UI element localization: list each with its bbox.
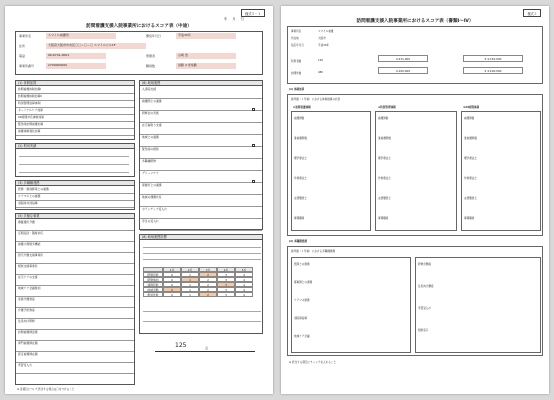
checkbox[interactable] <box>252 144 255 147</box>
section-staffing <box>15 80 135 140</box>
list-item: 入退院支援 <box>140 87 262 99</box>
section-usage <box>15 143 135 177</box>
section-header: (5) 多様な事業 <box>16 214 134 219</box>
total-unit: 点 <box>205 346 209 350</box>
table-cell: 3 <box>217 282 235 287</box>
amount-cell: 4,100,000 <box>378 67 428 74</box>
section-regional <box>139 80 263 230</box>
list-item: 学生の受入れ <box>140 219 262 231</box>
table-cell: 1 <box>181 292 199 297</box>
info-label: 所在地 <box>291 37 299 40</box>
table-cell: 2 <box>199 287 217 292</box>
table-cell: 4 <box>235 277 253 282</box>
info-label: 事業所名 <box>19 34 32 38</box>
list-item: 在宅看取り支援 <box>140 123 262 135</box>
info-value: スマイル看護所 <box>46 33 116 39</box>
section-subheader: 参考値（１年前）における多職種連携 <box>291 250 336 253</box>
table-header: 2点 <box>181 267 199 272</box>
list-item: 退院時指導 <box>294 317 307 320</box>
section-header: (1) 体制加算 <box>16 81 134 86</box>
amount-cell: ¥ 4,100,000 <box>463 67 523 74</box>
list-item: 理学療法士 <box>378 157 391 160</box>
list-item: 言語聴覚士 <box>378 197 391 200</box>
list-item: 看護師数 <box>294 117 305 120</box>
table-cell: 0 <box>163 287 181 292</box>
form-number: 様式５－１ <box>241 9 265 17</box>
list-item: 看護体制強化加算 <box>16 129 134 136</box>
table-cell: 4 <box>235 272 253 277</box>
table-cell: 4 <box>235 292 253 297</box>
list-item: 保健所との連携 <box>140 183 262 195</box>
list-item: 緊急時の相談 <box>140 147 262 159</box>
section-staffing-table <box>287 94 543 236</box>
table-cell: 4 <box>235 282 253 287</box>
column-header: ②特別管理体制 <box>378 106 396 109</box>
total-score: 125 <box>175 342 187 349</box>
section-header: (6) 地域連携 <box>140 81 262 86</box>
list-item: 退院時共同指導 <box>16 201 134 208</box>
list-item: 作業療法士 <box>464 177 477 180</box>
column-box <box>291 257 411 353</box>
info-label: 訪問件数 <box>291 72 302 75</box>
list-item: 在宅ケアの支援 <box>16 275 134 286</box>
section-collaboration <box>15 180 135 210</box>
info-value: 06-6701-0001 <box>46 53 106 59</box>
table-cell: 2 <box>199 292 217 297</box>
list-item: 訪問看護師派遣 <box>16 330 134 341</box>
info-value: 平成30年 <box>176 33 236 39</box>
list-item: 看護師との連携 <box>140 99 262 111</box>
info-label: 住所 <box>19 44 26 48</box>
table-header: 5点 <box>235 267 253 272</box>
list-item: 定期巡回・随時対応 <box>16 231 134 242</box>
list-item: 居宅介護支援事業所 <box>16 253 134 264</box>
list-item: ボランティア受入れ <box>140 207 262 219</box>
list-item: 言語聴覚士 <box>294 197 307 200</box>
list-item: ケアマネとの連携 <box>16 194 134 201</box>
info-value: 大阪府大阪市中央区〇〇ー〇ー〇 スマイルビル1F <box>46 43 146 49</box>
table-header: 3点 <box>199 267 217 272</box>
section-subheader: 参考値（１年前）における体制加算の状況 <box>291 98 341 101</box>
list-item: 作業療法士 <box>378 177 391 180</box>
table-cell: 1 <box>181 282 199 287</box>
list-item: 研修会開催 <box>418 263 431 266</box>
list-item: 理学療法士 <box>294 157 307 160</box>
table-cell: 1 <box>181 272 199 277</box>
list-item: 実習受入れ <box>418 307 431 310</box>
list-item: 特別管理加算体制 <box>16 101 134 108</box>
table-cell: 0 <box>163 272 181 277</box>
list-item: 住民向け講座 <box>418 285 434 288</box>
list-item: 地域ケア会議 <box>294 335 310 338</box>
column-header: ③24時間体制 <box>463 106 480 109</box>
list-item: 薬剤師との連携 <box>294 281 313 284</box>
list-item: 事務職員 <box>464 217 475 220</box>
section-header: (1) 体制加算 <box>289 88 305 91</box>
list-item: 准看護師数 <box>464 137 477 140</box>
column-box <box>461 111 541 231</box>
right-document-page <box>281 6 549 394</box>
facility-info-box <box>15 31 263 75</box>
section-header: (2) 利用実績 <box>16 144 134 149</box>
info-value: スマイル看護 <box>318 30 334 33</box>
footer-note: ※ 各項目について該当する場合は〇をつけること <box>17 388 75 391</box>
list-item: 住民向け研修 <box>16 319 134 330</box>
table-cell: 3 <box>217 292 235 297</box>
amount-cell: ¥ 4,150,000 <box>463 55 523 62</box>
table-cell: 3 <box>217 272 235 277</box>
list-item: 家族介護教室 <box>16 297 134 308</box>
table-header: 4点 <box>217 267 235 272</box>
list-item: 看護師数 <box>464 117 475 120</box>
list-item: 医師・薬剤師等との連携 <box>16 187 134 194</box>
list-item: 地域との連携 <box>140 135 262 147</box>
list-item: グリーフケア <box>140 171 262 183</box>
column-box <box>375 111 457 231</box>
info-value: 120 <box>318 59 323 62</box>
page-title: 訪問看護支援入院事業所におけるスコア表（書類Ⅰ～Ⅳ） <box>356 19 474 24</box>
list-item: 准看護師数 <box>378 137 391 140</box>
list-item: 研修会の実施 <box>140 111 262 123</box>
footer-note: ※ 該当する項目にチェックを入れること <box>289 361 337 364</box>
list-item: 専門看護師在籍 <box>16 341 134 352</box>
info-label: 管理者 <box>146 54 156 58</box>
info-value: 2700000000 <box>46 63 106 69</box>
table-cell: 連携回数 <box>143 282 163 287</box>
info-value: 平成30年 <box>318 44 330 47</box>
info-label: 事業所名 <box>291 30 302 33</box>
info-label: 利用者数 <box>291 60 302 63</box>
section-header: (3) 多職種連携 <box>16 181 134 186</box>
summary-box <box>287 26 543 84</box>
list-item: 相談支援事業所 <box>16 264 134 275</box>
list-item: 事務職員 <box>294 217 305 220</box>
info-value: 480 <box>318 71 323 74</box>
section-services <box>15 213 135 385</box>
list-item: 訪問看護体制加算Ⅱ <box>16 94 134 101</box>
list-item: 24時間対応体制加算 <box>16 115 134 122</box>
table-cell: 研修参加 <box>143 277 163 282</box>
info-value: 大阪市 <box>318 37 326 40</box>
column-header: ①訪問看護体制 <box>293 106 311 109</box>
list-item: 認定看護師在籍 <box>16 352 134 363</box>
list-item: 准看護師数 <box>294 137 307 140</box>
list-item: 看護師数 <box>378 117 389 120</box>
table-cell: 2 <box>199 272 217 277</box>
page-title: 訪問看護支援入院事業所におけるスコア表（中途） <box>86 24 192 29</box>
list-item: 看護小規模多機能 <box>16 242 134 253</box>
column-box <box>291 111 371 231</box>
table-cell: 3 <box>217 277 235 282</box>
list-item: 医師との連携 <box>294 263 310 266</box>
table-cell: 研修回数 <box>143 272 163 277</box>
list-item: 地域ケア会議参加 <box>16 286 134 297</box>
list-item: ケアマネ連携 <box>294 299 310 302</box>
list-item: 多職種研修 <box>140 159 262 171</box>
amount-cell: 4,231,000 <box>378 55 428 62</box>
list-item: 相談窓口 <box>418 329 429 332</box>
form-number: 様式３ <box>523 9 541 17</box>
section-score-table <box>139 234 263 334</box>
table-cell: 0 <box>163 277 181 282</box>
info-label: 職員数 <box>146 64 156 68</box>
info-value: 常勤 4 非常勤 <box>176 63 236 69</box>
table-header: 1点 <box>163 267 181 272</box>
list-item: 事務職員 <box>378 217 389 220</box>
list-item: 介護予防教室 <box>16 308 134 319</box>
list-item: 言語聴覚士 <box>464 197 477 200</box>
column-box <box>415 257 541 353</box>
list-item: 作業療法士 <box>294 177 307 180</box>
table-cell: 1 <box>181 287 199 292</box>
table-cell: 0 <box>163 282 181 287</box>
list-item: 訪問看護体制加算Ⅰ <box>16 87 134 94</box>
form-date: 年 月 日 <box>224 17 245 21</box>
table-cell: 1 <box>181 277 199 282</box>
info-label: 指定年月日 <box>291 44 304 47</box>
info-label: 事業所番号 <box>19 64 35 68</box>
section-header: (8) 地域連携指標 <box>140 235 262 240</box>
table-cell: 2 <box>199 282 217 287</box>
table-cell: 3 <box>217 287 235 292</box>
table-cell: 地域活動 <box>143 287 163 292</box>
list-item: 実習受入れ <box>16 363 134 374</box>
list-item: 理学療法士 <box>464 157 477 160</box>
list-item: ターミナルケア加算 <box>16 108 134 115</box>
info-label: 開設年月日 <box>146 34 162 38</box>
section-collaboration-table <box>287 246 543 356</box>
checkbox[interactable] <box>252 108 255 111</box>
table-cell: 0 <box>163 292 181 297</box>
list-item: 地域の課題共有 <box>140 195 262 207</box>
list-item: 緊急時訪問看護加算 <box>16 122 134 129</box>
checkbox[interactable] <box>252 180 255 183</box>
section-header: (2) 多職種連携 <box>289 240 308 243</box>
table-cell: 2 <box>199 277 217 282</box>
table-cell: 4 <box>235 287 253 292</box>
table-cell: 相談件数 <box>143 292 163 297</box>
left-document-page <box>5 6 273 394</box>
info-label: 電話 <box>19 54 26 58</box>
info-value: 山崎 浩 <box>176 53 236 59</box>
list-item: 療養通所介護 <box>16 220 134 231</box>
